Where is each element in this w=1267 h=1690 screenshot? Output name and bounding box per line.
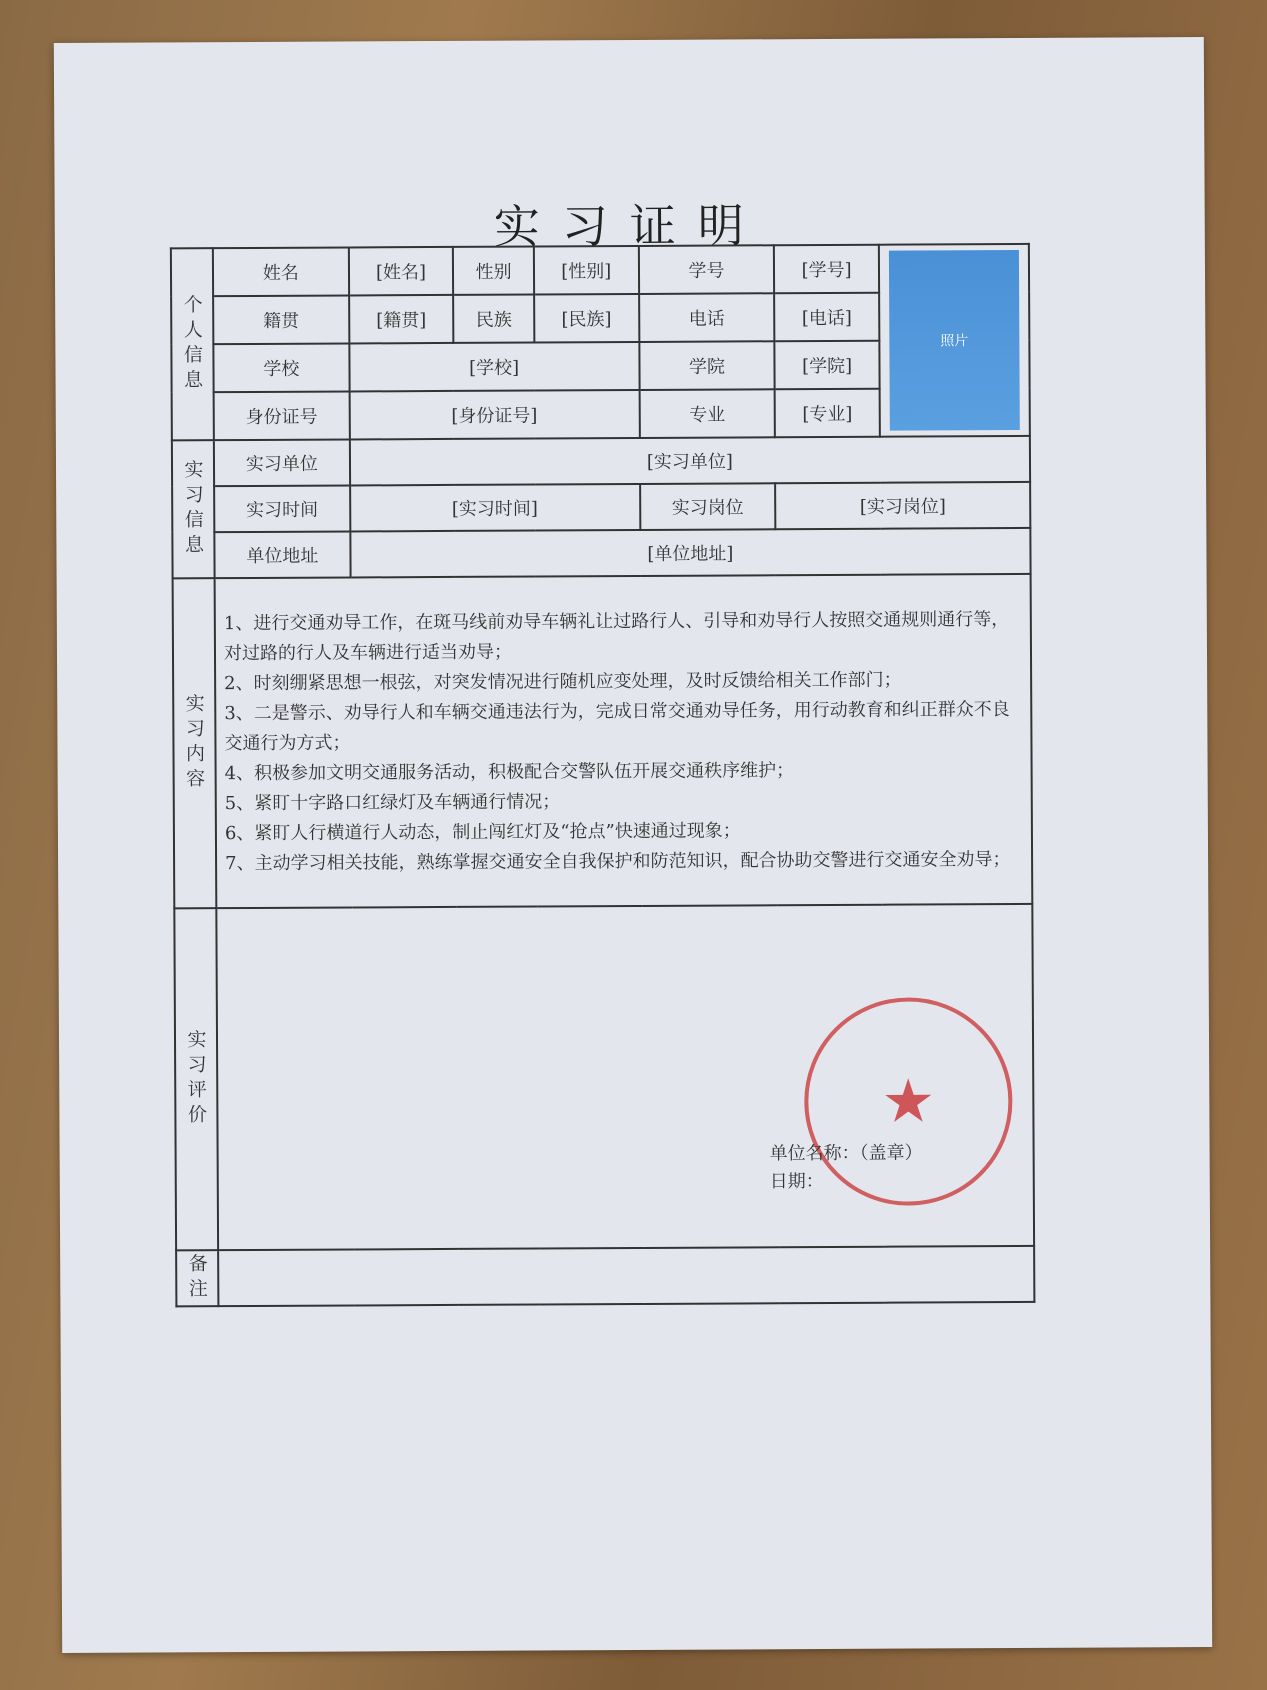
date-label: 日期：: [769, 1171, 824, 1193]
content-item: 1、进行交通劝导工作，在斑马线前劝导车辆礼让过路行人、引导和劝导行人按照交通规则通行等，对过路的行人及车辆进行适当劝导；: [223, 609, 1010, 665]
major-label: 专业: [639, 389, 775, 438]
star-icon: ★: [881, 1066, 936, 1137]
section-personal-label: 个人信息: [171, 248, 214, 440]
signature-block: [770, 1139, 923, 1196]
content-item: 6、紧盯人行横道行人动态，制止闯红灯及“抢点”快速通过现象；: [224, 820, 741, 845]
student-id-value: [学号]: [774, 245, 879, 294]
content-item: 4、积极参加文明交通服务活动，积极配合交警队伍开展交通秩序维护；: [224, 760, 795, 785]
position-label: 实习岗位: [640, 483, 776, 530]
document-title: 实习证明: [493, 198, 766, 254]
content-list: [215, 574, 1033, 908]
id-photo: 照片: [889, 250, 1020, 431]
position-value: [实习岗位]: [775, 482, 1030, 529]
college-label: 学院: [639, 341, 775, 390]
internship-form: [170, 243, 1036, 1307]
name-value: [姓名]: [349, 247, 454, 296]
address-label: 单位地址: [214, 531, 350, 578]
time-label: 实习时间: [214, 485, 350, 532]
student-id-label: 学号: [638, 245, 774, 294]
section-evaluation-label: 实习评价: [174, 908, 218, 1250]
hometown-value: [籍贯]: [349, 295, 454, 344]
id-number-label: 身份证号: [214, 391, 350, 440]
stamp-note: （盖章）: [859, 1142, 923, 1164]
evaluation-area: [216, 904, 1034, 1250]
section-content-label: 实习内容: [173, 578, 217, 908]
phone-value: [电话]: [774, 293, 879, 342]
content-item: 5、紧盯十字路口红绿灯及车辆通行情况；: [224, 791, 561, 815]
unit-name-label: 单位名称：: [769, 1142, 860, 1165]
id-number-value: [身份证号]: [349, 390, 639, 440]
phone-label: 电话: [639, 293, 775, 342]
time-value: [实习时间]: [350, 484, 640, 532]
ethnicity-label: 民族: [453, 295, 534, 343]
section-remarks-label: 备注: [176, 1250, 218, 1306]
address-value: [单位地址]: [350, 528, 1031, 578]
document-paper: [54, 37, 1212, 1653]
content-item: 3、二是警示、劝导行人和车辆交通违法行为，完成日常交通劝导任务，用行动教育和纠正群众不良交通行为方式；: [224, 699, 1010, 755]
name-label: 姓名: [213, 247, 349, 296]
unit-value: [实习单位]: [350, 436, 1031, 486]
section-internship-label: 实习信息: [172, 440, 215, 578]
college-value: [学院]: [775, 341, 880, 390]
content-item: 7、主动学习相关技能，熟练掌握交通安全自我保护和防范知识，配合协助交警进行交通安全劝导；: [225, 849, 1011, 875]
gender-value: [性别]: [534, 246, 639, 295]
photo-cell: [879, 244, 1030, 437]
school-value: [学校]: [349, 342, 639, 392]
ethnicity-value: [民族]: [534, 294, 639, 343]
content-item: 2、时刻绷紧思想一根弦，对突发情况进行随机应变处理，及时反馈给相关工作部门；: [224, 669, 902, 695]
major-value: [专业]: [775, 389, 880, 438]
unit-label: 实习单位: [214, 439, 350, 486]
gender-label: 性别: [453, 247, 534, 295]
remarks-value: [218, 1246, 1034, 1306]
hometown-label: 籍贯: [213, 295, 349, 344]
school-label: 学校: [213, 343, 349, 392]
